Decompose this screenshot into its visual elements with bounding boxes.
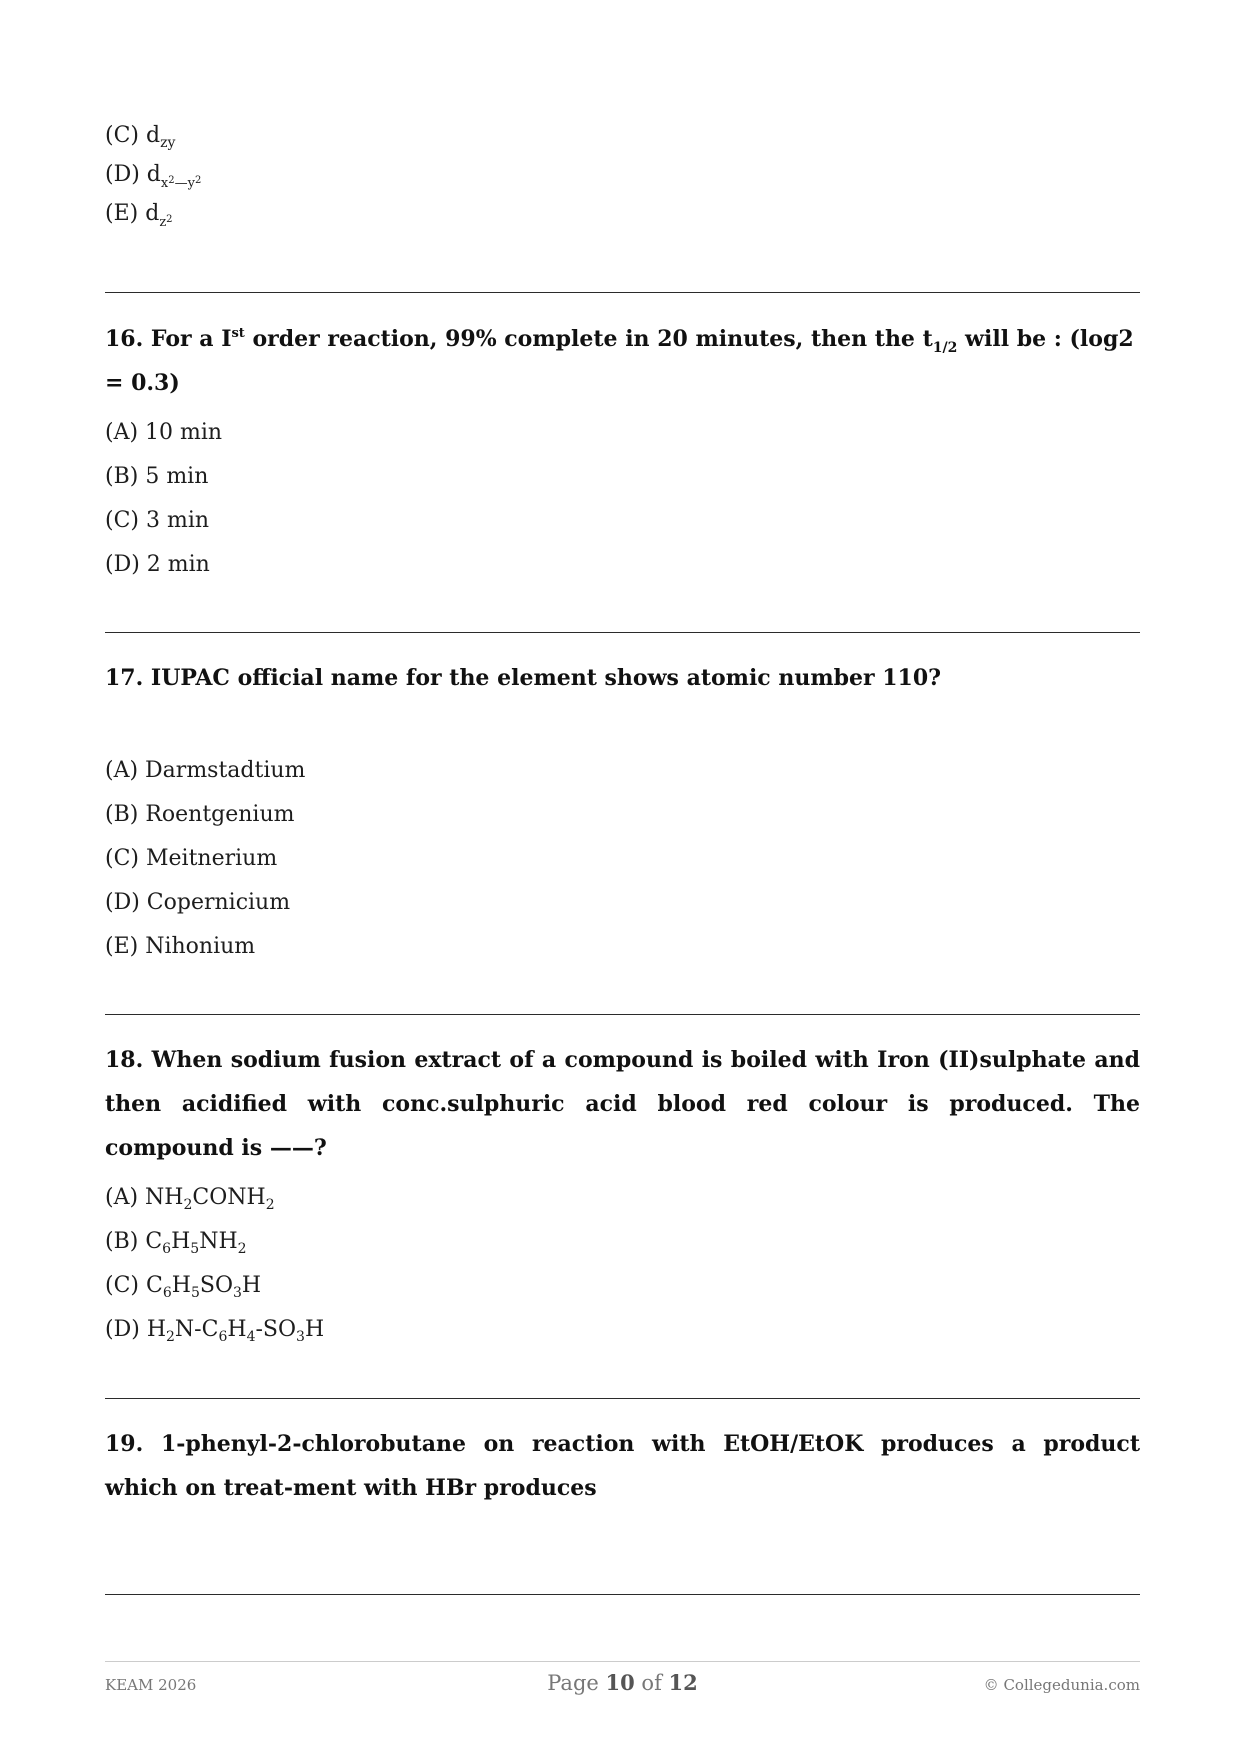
footer-of-word: of: [641, 1671, 662, 1695]
q15-option-e-sub-z-sup: 2: [166, 214, 173, 225]
q15-option-d-sub-x-sup: 2: [168, 175, 175, 186]
formula-subscript: 5: [190, 1241, 200, 1257]
q16-option-c: (C) 3 min: [105, 508, 210, 533]
q15-option-e-label: (E) d: [105, 201, 160, 226]
formula-subscript: 2: [166, 1329, 175, 1345]
q17-option-e: (E) Nihonium: [105, 934, 256, 959]
q15-option-d-sub-x: x: [160, 176, 169, 191]
formula-part: H: [171, 1229, 191, 1254]
q16-option-b: (B) 5 min: [105, 464, 209, 489]
q16-text-1: 16. For a I: [105, 326, 232, 352]
divider: [105, 1594, 1140, 1595]
q15-option-c-sub: zy: [160, 135, 176, 151]
formula-part: C: [146, 1273, 163, 1298]
footer-page-current: 10: [605, 1670, 635, 1695]
formula-subscript: 6: [218, 1329, 228, 1345]
formula-part: H: [171, 1273, 191, 1298]
q15-option-d-sub-y-sup: 2: [194, 175, 202, 186]
formula-subscript: 6: [162, 1241, 172, 1257]
formula-part: H: [227, 1317, 247, 1342]
option-prefix: (D): [105, 1317, 147, 1342]
q17-option-c: (C) Meitnerium: [105, 846, 278, 871]
formula-part: NH: [199, 1229, 238, 1254]
q18-option-d: [105, 1315, 324, 1345]
formula-subscript: 4: [246, 1329, 256, 1345]
q17-question: 17. IUPAC official name for the element shows atomic number 110?: [105, 665, 942, 691]
q17-option-a: (A) Darmstadtium: [105, 758, 306, 783]
formula-subscript: 5: [190, 1285, 200, 1301]
formula-part: N-C: [174, 1317, 219, 1342]
q15-option-d-sub: [161, 176, 201, 191]
formula-subscript: 3: [232, 1285, 242, 1301]
divider: [105, 632, 1140, 633]
q16-sub: 1/2: [932, 340, 958, 356]
q15-option-c: [105, 121, 175, 151]
footer-page-total: 12: [668, 1670, 698, 1695]
q16-text-2: order reaction, 99% complete in 20 minutes, then the t: [244, 326, 933, 352]
exam-page: [105, 0, 1140, 1754]
q17-option-b: (B) Roentgenium: [105, 802, 295, 827]
option-prefix: (A): [105, 1185, 146, 1210]
formula-part: CONH: [192, 1185, 266, 1210]
q19-question: 19. 1-phenyl-2-chlorobutane on reaction with EtOH/EtOK produces a product which on treat-ment with HBr produces: [105, 1431, 1140, 1501]
q16-option-a: (A) 10 min: [105, 420, 223, 445]
formula-part: H: [304, 1317, 325, 1342]
q15-option-d-label: (D) d: [105, 162, 161, 187]
q15-option-d-sub-mid: —y: [174, 176, 195, 191]
q15-option-d: [105, 160, 201, 190]
q15-option-c-label: (C) d: [105, 123, 161, 148]
q18-question: 18. When sodium fusion extract of a compound is boiled with Iron (II)sulphate and then acidified with conc.sulphuric acid blood red colour is produced. The compound is ——?: [105, 1047, 1140, 1161]
formula-part: C: [145, 1229, 163, 1254]
option-prefix: (C): [105, 1273, 146, 1298]
q18-option-c: [105, 1271, 261, 1301]
formula-subscript: 2: [265, 1197, 275, 1213]
formula-subscript: 2: [237, 1241, 247, 1257]
formula-part: -SO: [255, 1317, 297, 1342]
formula-subscript: 2: [183, 1197, 193, 1213]
formula-part: NH: [145, 1185, 184, 1210]
divider: [105, 1398, 1140, 1399]
divider: [105, 292, 1140, 293]
q15-option-e: [105, 199, 173, 229]
q16-option-d: (D) 2 min: [105, 552, 210, 577]
q15-option-e-sub-z: z: [159, 215, 167, 230]
q16-question: [105, 317, 1140, 405]
formula-part: H: [241, 1273, 262, 1298]
footer-copyright: © Collegedunia.com: [983, 1676, 1140, 1694]
divider: [105, 1014, 1140, 1015]
footer-divider: [105, 1661, 1140, 1662]
formula-subscript: 6: [162, 1285, 172, 1301]
q17-option-d: (D) Copernicium: [105, 890, 291, 915]
q18-option-a: [105, 1183, 275, 1213]
q15-option-e-sub: [159, 215, 172, 230]
footer-exam-name: KEAM 2026: [105, 1676, 197, 1694]
q18-option-b: [105, 1227, 247, 1257]
q16-text-3: will be : (log2 = 0.3): [105, 326, 1134, 396]
footer-page-word: Page: [547, 1671, 599, 1695]
formula-subscript: 3: [296, 1329, 305, 1345]
formula-part: H: [146, 1317, 166, 1342]
formula-part: SO: [199, 1273, 233, 1298]
option-prefix: (B): [105, 1229, 146, 1254]
q16-sup: st: [231, 326, 245, 341]
